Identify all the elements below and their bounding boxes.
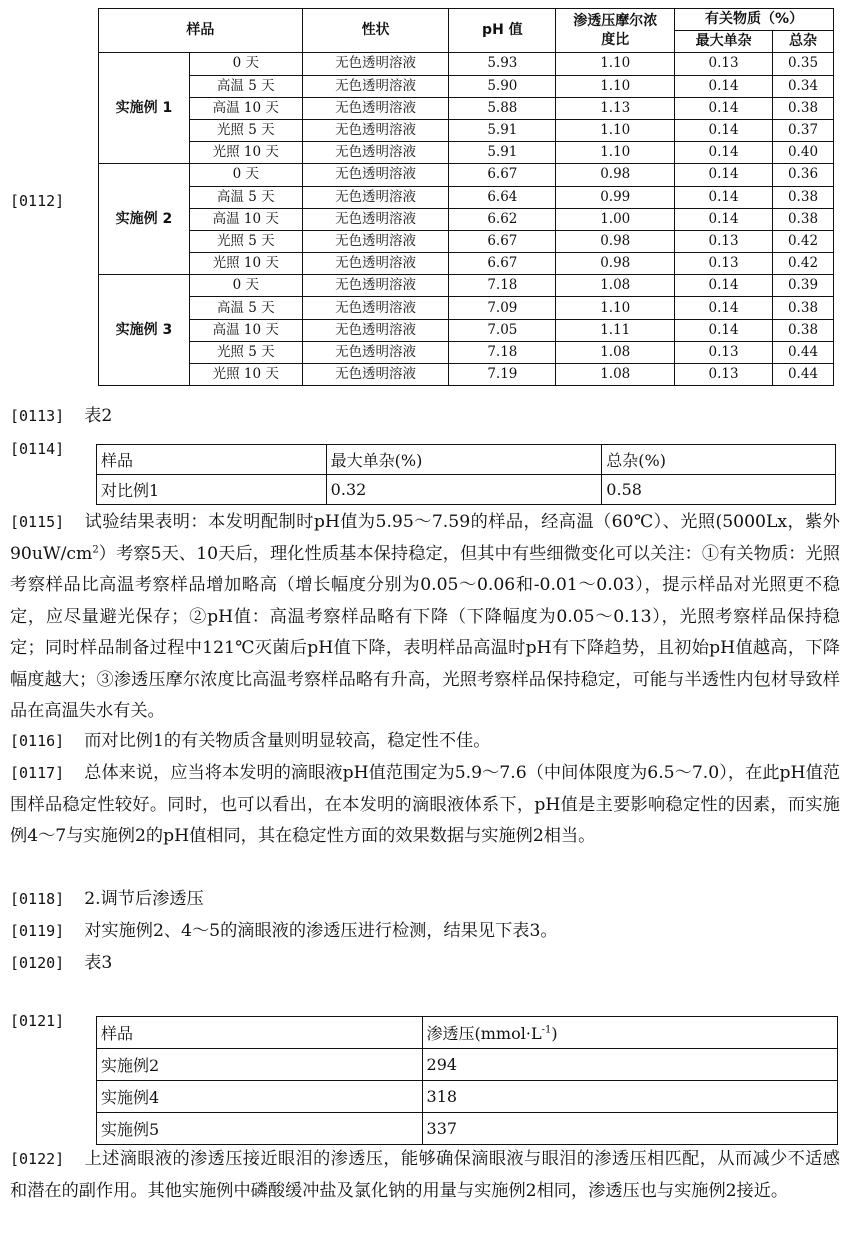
table-row [99, 319, 834, 341]
cell-osmo: 0.98 [556, 253, 675, 275]
table-row [99, 364, 834, 386]
cell-ph: 7.18 [449, 275, 556, 297]
cell-osmo: 1.10 [556, 119, 675, 141]
paragraph-text: 表3 [84, 953, 113, 973]
cell-total: 0.42 [773, 230, 834, 252]
table-row [99, 186, 834, 208]
cell-osmo: 1.10 [556, 142, 675, 164]
cell-max: 0.14 [675, 164, 773, 186]
cell-app: 无色透明溶液 [302, 253, 449, 275]
cell-osmo: 0.98 [556, 230, 675, 252]
cell-cond: 光照 5 天 [189, 230, 302, 252]
table-row [99, 297, 834, 319]
cell-ph: 6.67 [449, 164, 556, 186]
cell-total: 0.36 [773, 164, 834, 186]
paragraph-number: [0121] [10, 1012, 65, 1030]
paragraph-number: [0116] [10, 732, 65, 750]
cell-app: 无色透明溶液 [302, 208, 449, 230]
table-cell: 318 [422, 1081, 837, 1113]
cell-app: 无色透明溶液 [302, 297, 449, 319]
cell-max: 0.13 [675, 341, 773, 363]
header-appearance: 性状 [302, 9, 449, 53]
paragraph-number: [0122] [10, 1150, 65, 1168]
header-related-substances: 有关物质（%） [675, 9, 834, 31]
cell-max: 0.13 [675, 253, 773, 275]
cell-cond: 高温 5 天 [189, 297, 302, 319]
cell-app: 无色透明溶液 [302, 75, 449, 97]
paragraph-0119 [10, 916, 840, 948]
table-cell: 实施例5 [97, 1113, 423, 1145]
cell-total: 0.44 [773, 364, 834, 386]
cell-osmo: 1.08 [556, 275, 675, 297]
comparison-table [96, 444, 836, 505]
cell-total: 0.38 [773, 186, 834, 208]
cell-max: 0.14 [675, 275, 773, 297]
cell-cond: 高温 5 天 [189, 186, 302, 208]
cell-max: 0.13 [675, 230, 773, 252]
cell-osmo: 1.10 [556, 297, 675, 319]
cell-cond: 0 天 [189, 275, 302, 297]
cell-ph: 5.91 [449, 142, 556, 164]
cell-app: 无色透明溶液 [302, 230, 449, 252]
header-text: ) [551, 1024, 558, 1043]
paragraph-0115 [10, 507, 840, 728]
header-osmolality-ratio: 渗透压摩尔浓度比 [556, 9, 675, 53]
header-max-single-impurity: 最大单杂 [675, 31, 773, 53]
cell-ph: 7.18 [449, 341, 556, 363]
cell-app: 无色透明溶液 [302, 319, 449, 341]
paragraph-number: [0119] [10, 922, 65, 940]
cell-cond: 0 天 [189, 164, 302, 186]
paragraph-0120 [10, 948, 840, 980]
cell-max: 0.14 [675, 297, 773, 319]
cell-max: 0.14 [675, 119, 773, 141]
cell-ph: 7.09 [449, 297, 556, 319]
paragraph-0116 [10, 726, 840, 758]
cell-max: 0.14 [675, 319, 773, 341]
cell-max: 0.14 [675, 75, 773, 97]
paragraph-text: 总体来说，应当将本发明的滴眼液pH值范围定为5.9～7.6（中间体限度为6.5～7.0），在此pH值范围样品稳定性较好。同时，也可以看出，在本发明的滴眼液体系下，pH值是主要影响稳定性的因素，而实施例4～7与实施例2的pH值相同，其在稳定性方面的效果数据与实施例2相当。 [10, 763, 840, 846]
cell-total: 0.37 [773, 119, 834, 141]
table-header-cell: 样品 [97, 1017, 423, 1049]
paragraph-number: [0118] [10, 890, 65, 908]
table-row [99, 275, 834, 297]
cell-cond: 光照 10 天 [189, 253, 302, 275]
cell-app: 无色透明溶液 [302, 275, 449, 297]
table-cell: 实施例2 [97, 1049, 423, 1081]
table-row [99, 164, 834, 186]
cell-osmo: 1.11 [556, 319, 675, 341]
cell-total: 0.38 [773, 97, 834, 119]
group-label: 实施例 2 [99, 164, 190, 275]
cell-max: 0.14 [675, 208, 773, 230]
cell-total: 0.39 [773, 275, 834, 297]
paragraph-text: ）考察5天、10天后，理化性质基本保持稳定，但其中有些细微变化可以关注：①有关物质：光照考察样品比高温考察样品增加略高（增长幅度分别为0.05～0.06和-0.01～0.03），提示样品对光照更不稳定，应尽量避光保存；②pH值：高温考察样品略有下降（下降幅度为0.05～0.13），光照考察样品保持稳定；同时样品制备过程中121℃灭菌后pH值下降，表明样品高温时pH有下降趋势，且初始pH值越高，下降幅度越大；③渗透压摩尔浓度比高温考察样品略有升高，光照考察样品保持稳定，可能与半透性内包材导致样品在高温失水有关。 [10, 543, 840, 721]
table-row [99, 53, 834, 75]
table-cell: 337 [422, 1113, 837, 1145]
cell-ph: 5.90 [449, 75, 556, 97]
cell-total: 0.38 [773, 297, 834, 319]
cell-app: 无色透明溶液 [302, 119, 449, 141]
cell-osmo: 0.98 [556, 164, 675, 186]
cell-osmo: 1.08 [556, 364, 675, 386]
cell-cond: 高温 10 天 [189, 97, 302, 119]
paragraph-0117 [10, 758, 840, 853]
paragraph-text: 2.调节后渗透压 [84, 889, 204, 909]
paragraph-number: [0112] [10, 192, 65, 210]
cell-app: 无色透明溶液 [302, 97, 449, 119]
paragraph-number: [0120] [10, 954, 65, 972]
table-row [99, 75, 834, 97]
cell-ph: 6.64 [449, 186, 556, 208]
paragraph-0118 [10, 884, 840, 916]
table-header-cell: 最大单杂(%) [326, 445, 602, 475]
cell-total: 0.38 [773, 208, 834, 230]
cell-osmo: 0.99 [556, 186, 675, 208]
cell-cond: 光照 10 天 [189, 142, 302, 164]
cell-osmo: 1.08 [556, 341, 675, 363]
cell-osmo: 1.10 [556, 75, 675, 97]
cell-cond: 光照 5 天 [189, 341, 302, 363]
paragraph-number: [0115] [10, 513, 65, 531]
table-row [99, 142, 834, 164]
table-row [99, 97, 834, 119]
header-total-impurity: 总杂 [773, 31, 834, 53]
cell-ph: 7.05 [449, 319, 556, 341]
cell-app: 无色透明溶液 [302, 341, 449, 363]
cell-cond: 高温 10 天 [189, 319, 302, 341]
superscript: -1 [541, 1024, 552, 1036]
paragraph-number: [0117] [10, 764, 65, 782]
paragraph-text: 试验结果表明：本发明配制时pH值为5.95～7.59的样品，经高温（60℃）、光照(5000Lx，紫外90uW/cm [10, 512, 840, 564]
osmotic-pressure-table [96, 1016, 838, 1145]
cell-total: 0.40 [773, 142, 834, 164]
paragraph-number: [0113] [10, 407, 65, 425]
cell-total: 0.38 [773, 319, 834, 341]
cell-max: 0.14 [675, 97, 773, 119]
table-header-cell [422, 1017, 837, 1049]
paragraph-0113 [10, 401, 840, 433]
header-sample: 样品 [99, 9, 303, 53]
cell-max: 0.13 [675, 53, 773, 75]
cell-app: 无色透明溶液 [302, 186, 449, 208]
cell-app: 无色透明溶液 [302, 364, 449, 386]
cell-ph: 5.93 [449, 53, 556, 75]
cell-total: 0.42 [773, 253, 834, 275]
cell-ph: 5.88 [449, 97, 556, 119]
cell-max: 0.13 [675, 364, 773, 386]
table-header-cell: 样品 [97, 445, 327, 475]
cell-app: 无色透明溶液 [302, 53, 449, 75]
paragraph-text: 而对比例1的有关物质含量则明显较高，稳定性不佳。 [84, 731, 491, 751]
cell-osmo: 1.13 [556, 97, 675, 119]
table-row [99, 341, 834, 363]
table-row [99, 119, 834, 141]
cell-ph: 7.19 [449, 364, 556, 386]
table-cell: 0.58 [602, 475, 836, 505]
table-row [99, 208, 834, 230]
table-cell: 实施例4 [97, 1081, 423, 1113]
superscript: 2 [92, 543, 99, 555]
table-cell: 对比例1 [97, 475, 327, 505]
cell-cond: 光照 5 天 [189, 119, 302, 141]
cell-ph: 6.67 [449, 230, 556, 252]
table-row [99, 253, 834, 275]
paragraph-text: 对实施例2、4～5的滴眼液的渗透压进行检测，结果见下表3。 [84, 921, 558, 941]
table-cell: 294 [422, 1049, 837, 1081]
cell-max: 0.14 [675, 186, 773, 208]
stability-table [98, 8, 834, 386]
paragraph-0122 [10, 1144, 840, 1207]
paragraph-text: 上述滴眼液的渗透压接近眼泪的渗透压，能够确保滴眼液与眼泪的渗透压相匹配，从而减少不适感和潜在的副作用。其他实施例中磷酸缓冲盐及氯化钠的用量与实施例2相同，渗透压也与实施例2接近。 [10, 1149, 840, 1201]
cell-ph: 5.91 [449, 119, 556, 141]
cell-cond: 光照 10 天 [189, 364, 302, 386]
cell-total: 0.34 [773, 75, 834, 97]
cell-app: 无色透明溶液 [302, 164, 449, 186]
cell-ph: 6.67 [449, 253, 556, 275]
cell-total: 0.35 [773, 53, 834, 75]
header-ph: pH 值 [449, 9, 556, 53]
cell-app: 无色透明溶液 [302, 142, 449, 164]
table-cell: 0.32 [326, 475, 602, 505]
group-label: 实施例 3 [99, 275, 190, 386]
cell-osmo: 1.00 [556, 208, 675, 230]
group-label: 实施例 1 [99, 53, 190, 164]
cell-total: 0.44 [773, 341, 834, 363]
cell-osmo: 1.10 [556, 53, 675, 75]
table-header-cell: 总杂(%) [602, 445, 836, 475]
cell-cond: 0 天 [189, 53, 302, 75]
paragraph-text: 表2 [84, 406, 113, 426]
paragraph-number: [0114] [10, 440, 65, 458]
cell-max: 0.14 [675, 142, 773, 164]
table-row [99, 230, 834, 252]
cell-ph: 6.62 [449, 208, 556, 230]
header-text: 渗透压(mmol·L [426, 1024, 542, 1043]
cell-cond: 高温 5 天 [189, 75, 302, 97]
cell-cond: 高温 10 天 [189, 208, 302, 230]
